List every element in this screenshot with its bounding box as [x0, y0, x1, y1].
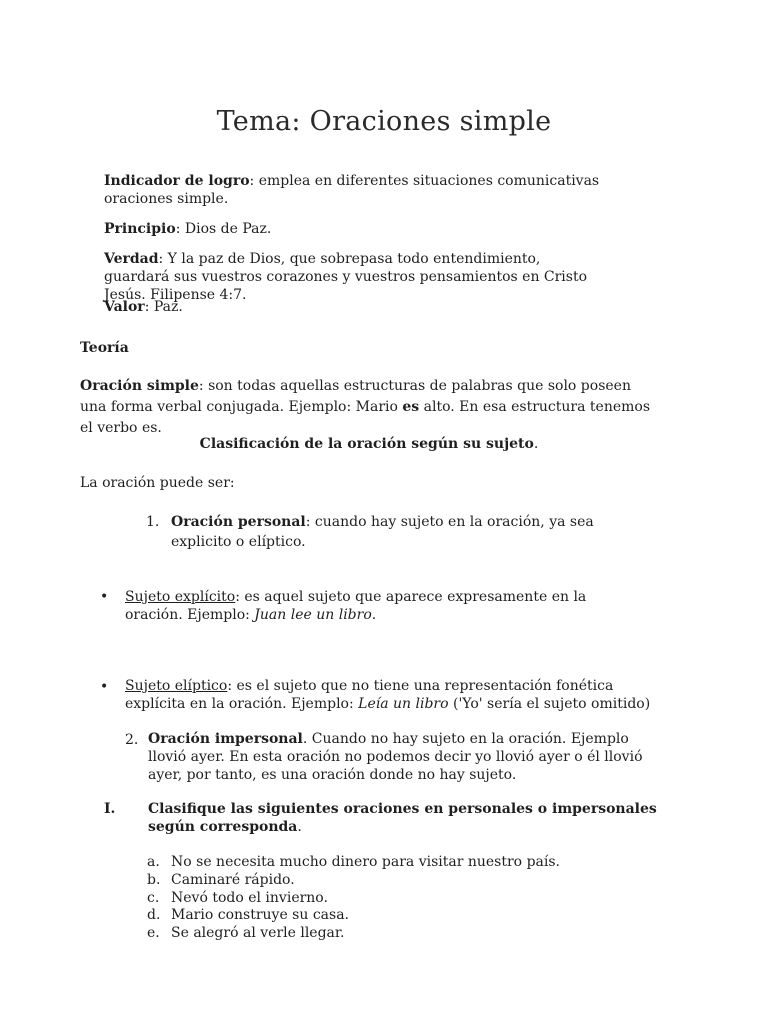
sentence-c-letter: c.	[147, 890, 160, 906]
item1-number: 1.	[146, 514, 160, 530]
sentence-d-text: Mario construye su casa.	[171, 907, 350, 923]
teoria-label: Teoría	[80, 340, 129, 356]
principio-text: : Dios de Paz.	[175, 221, 272, 237]
principio-paragraph	[104, 220, 664, 238]
oracion-simple-verb: es	[402, 399, 420, 415]
bullet1-label: Sujeto explícito	[125, 589, 236, 605]
valor-paragraph	[104, 298, 664, 316]
exercise-number: I.	[104, 801, 116, 817]
bullet2-text	[125, 677, 665, 713]
sentence-a-letter: a.	[147, 854, 160, 870]
valor-label: Valor	[104, 299, 145, 315]
bullet2-description: : es el sujeto que no tiene una representación fonética explícita en la oración. Ejemplo:	[125, 678, 614, 712]
item2-text	[148, 730, 648, 784]
item1-description: : cuando hay sujeto en la oración, ya sea explicito o elíptico.	[171, 514, 594, 550]
bullet1-tail: .	[371, 607, 377, 623]
bullet1-marker: •	[100, 589, 109, 605]
sentence-a-text: No se necesita mucho dinero para visitar nuestro país.	[171, 854, 560, 870]
puede-ser-text: La oración puede ser:	[80, 475, 235, 491]
bullet2-label: Sujeto elíptico	[125, 678, 228, 694]
oracion-simple-text2: alto. En esa estructura tenemos el verbo es.	[80, 399, 651, 436]
principio-label: Principio	[104, 221, 176, 237]
sentence-e-text: Se alegró al verle llegar.	[171, 925, 345, 941]
exercise-instruction	[148, 800, 658, 836]
sentence-e-letter: e.	[147, 925, 160, 941]
sentence-b-letter: b.	[147, 872, 161, 888]
bullet2-marker: •	[100, 679, 109, 695]
sentence-d-letter: d.	[147, 907, 161, 923]
item2-number: 2.	[125, 732, 139, 748]
oracion-simple-paragraph	[80, 376, 650, 439]
page-title: Tema: Oraciones simple	[216, 106, 552, 137]
bullet2-example: Leía un libro	[358, 696, 449, 712]
sentence-c-text: Nevó todo el invierno.	[171, 890, 328, 906]
valor-text: : Paz.	[144, 299, 183, 315]
bullet1-description: : es aquel sujeto que aparece expresamente en la oración. Ejemplo:	[125, 589, 587, 623]
clasificacion-heading	[0, 435, 738, 453]
indicador-text: : emplea en diferentes situaciones comunicativas oraciones simple.	[104, 173, 600, 207]
oracion-simple-label: Oración simple	[80, 378, 199, 394]
bullet1-text	[125, 588, 625, 624]
sentence-b-text: Caminaré rápido.	[171, 872, 295, 888]
verdad-label: Verdad	[104, 251, 159, 267]
verdad-text: : Y la paz de Dios, que sobrepasa todo entendimiento, guardará sus vuestros corazones y vuestros pensamientos en Cristo Jesús. Filipense 4:7.	[104, 251, 588, 303]
indicador-label: Indicador de logro	[104, 173, 250, 189]
clasificacion-label: Clasificación de la oración según su sujeto	[199, 436, 534, 452]
teoria-heading	[80, 339, 680, 357]
verdad-paragraph	[104, 250, 604, 304]
item1-label: Oración personal	[171, 514, 306, 530]
bullet1-example: Juan lee un libro	[254, 607, 372, 623]
item2-label: Oración impersonal	[148, 731, 303, 747]
exercise-tail: .	[297, 819, 302, 835]
clasificacion-tail: .	[533, 436, 539, 452]
exercise-bold: Clasifique las siguientes oraciones en personales o impersonales según corresponda	[148, 801, 657, 835]
item2-description: . Cuando no hay sujeto en la oración. Ejemplo llovió ayer. En esta oración no podemos decir yo llovió ayer o él llovió ayer, por tanto, es una oración donde no hay sujeto.	[148, 731, 643, 783]
oracion-simple-text1: : son todas aquellas estructuras de palabras que solo poseen una forma verbal conjugada. Ejemplo: Mario	[80, 378, 631, 415]
indicador-paragraph	[104, 172, 664, 208]
bullet2-tail: ('Yo' sería el sujeto omitido)	[448, 696, 651, 712]
item1-text	[171, 512, 651, 552]
